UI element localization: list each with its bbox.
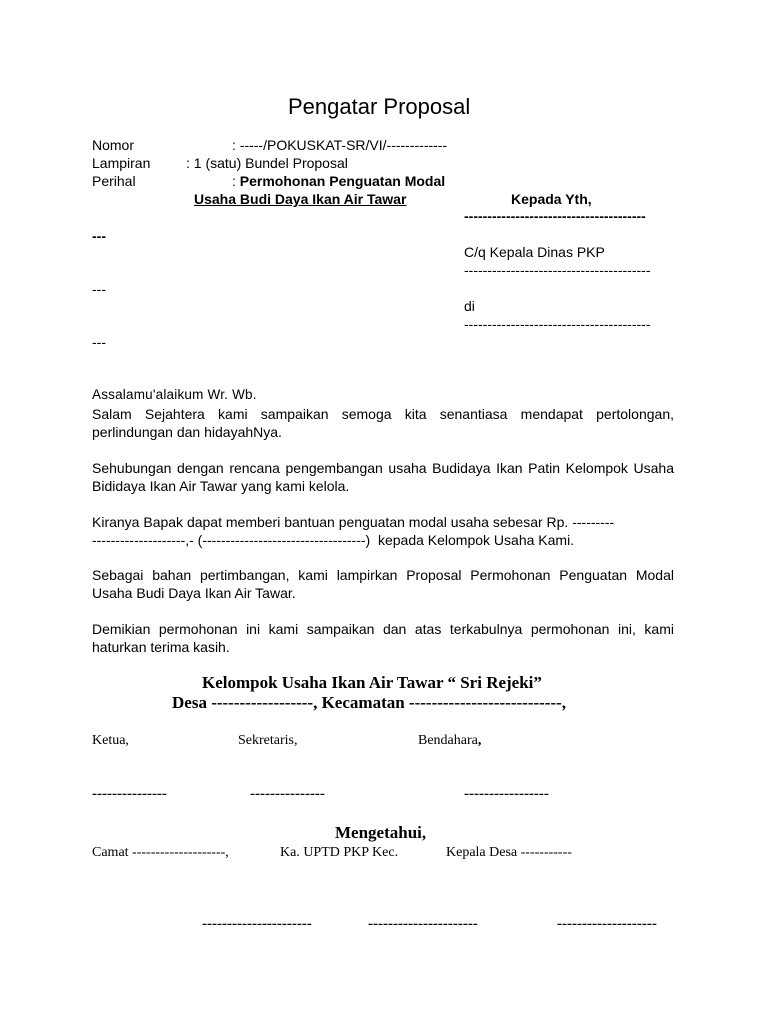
lampiran-value: : 1 (satu) Bundel Proposal [186, 155, 348, 171]
recipient-dash-1-tail: --- [92, 281, 106, 297]
signature-line-sekretaris: --------------- [250, 786, 325, 802]
lampiran-label: Lampiran [92, 155, 151, 171]
paragraph-demikian-text: Demikian permohonan ini kami sampaikan dan atas terkabulnya permohonan ini, kami haturkan terima kasih. [92, 621, 674, 655]
role-sekretaris: Sekretaris, [238, 733, 298, 748]
recipient-dash-2: ---------------------------------------- [464, 316, 651, 332]
role-bendahara [418, 733, 481, 749]
recipient-dash-bold: --------------------------------------- [464, 208, 646, 224]
paragraph-salam-text: Salam Sejahtera kami sampaikan semoga kita senantiasa mendapat pertolongan, perlindungan dan hidayahNya. [92, 406, 674, 440]
signature-line-bendahara: ----------------- [464, 786, 549, 802]
paragraph-pertimbangan-text: Sebagai bahan pertimbangan, kami lampirkan Proposal Permohonan Penguatan Modal Usaha Budi Daya Ikan Air Tawar. [92, 567, 674, 601]
recipient-dash-2-tail: --- [92, 334, 106, 350]
role-bendahara-text: Bendahara [418, 733, 478, 748]
paragraph-demikian [92, 620, 674, 656]
perihal-colon: : [232, 173, 240, 189]
paragraph-sehubungan [92, 459, 674, 495]
role-ketua: Ketua, [92, 733, 129, 748]
role-bendahara-comma: , [477, 733, 482, 748]
signature-line-camat: ---------------------- [202, 916, 312, 932]
signature-line-ka-uptd: ---------------------- [368, 916, 478, 932]
paragraph-kiranya-line2: --------------------,- (-----------------------------------) kepada Kelompok Usaha Kami. [92, 532, 575, 548]
perihal-value [232, 173, 445, 189]
recipient-dash-bold-tail: --- [92, 228, 106, 244]
mengetahui-heading: Mengetahui, [335, 823, 427, 842]
paragraph-sehubungan-text: Sehubungan dengan rencana pengembangan usaha Budidaya Ikan Patin Kelompok Usaha Bididaya Ikan Air Tawar yang kami kelola. [92, 460, 674, 494]
signature-line-ketua: --------------- [92, 786, 167, 802]
page-title: Pengatar Proposal [288, 94, 471, 119]
kepada-yth: Kepada Yth, [511, 191, 592, 207]
recipient-cq: C/q Kepala Dinas PKP [464, 244, 605, 260]
perihal-line2: Usaha Budi Daya Ikan Air Tawar [194, 191, 407, 207]
recipient-dash-1: ---------------------------------------- [464, 262, 651, 278]
greeting: Assalamu'alaikum Wr. Wb. [92, 387, 257, 402]
perihal-label: Perihal [92, 173, 136, 189]
recipient-di: di [464, 298, 475, 314]
perihal-line1: Permohonan Penguatan Modal [239, 173, 446, 189]
paragraph-pertimbangan [92, 566, 674, 602]
group-location: Desa ------------------, Kecamatan ---------------------------, [172, 693, 567, 712]
nomor-value: : -----/POKUSKAT-SR/VI/------------- [232, 137, 448, 153]
paragraph-salam [92, 405, 674, 441]
group-name: Kelompok Usaha Ikan Air Tawar “ Sri Rejeki” [202, 673, 542, 692]
paragraph-kiranya-line1: Kiranya Bapak dapat memberi bantuan penguatan modal usaha sebesar Rp. --------- [92, 514, 615, 530]
nomor-label: Nomor [92, 137, 135, 153]
signature-line-kepala-desa: -------------------- [557, 916, 657, 932]
role-camat: Camat --------------------, [92, 845, 229, 860]
role-ka-uptd: Ka. UPTD PKP Kec. [280, 845, 399, 860]
role-kepala-desa: Kepala Desa ----------- [446, 845, 572, 860]
